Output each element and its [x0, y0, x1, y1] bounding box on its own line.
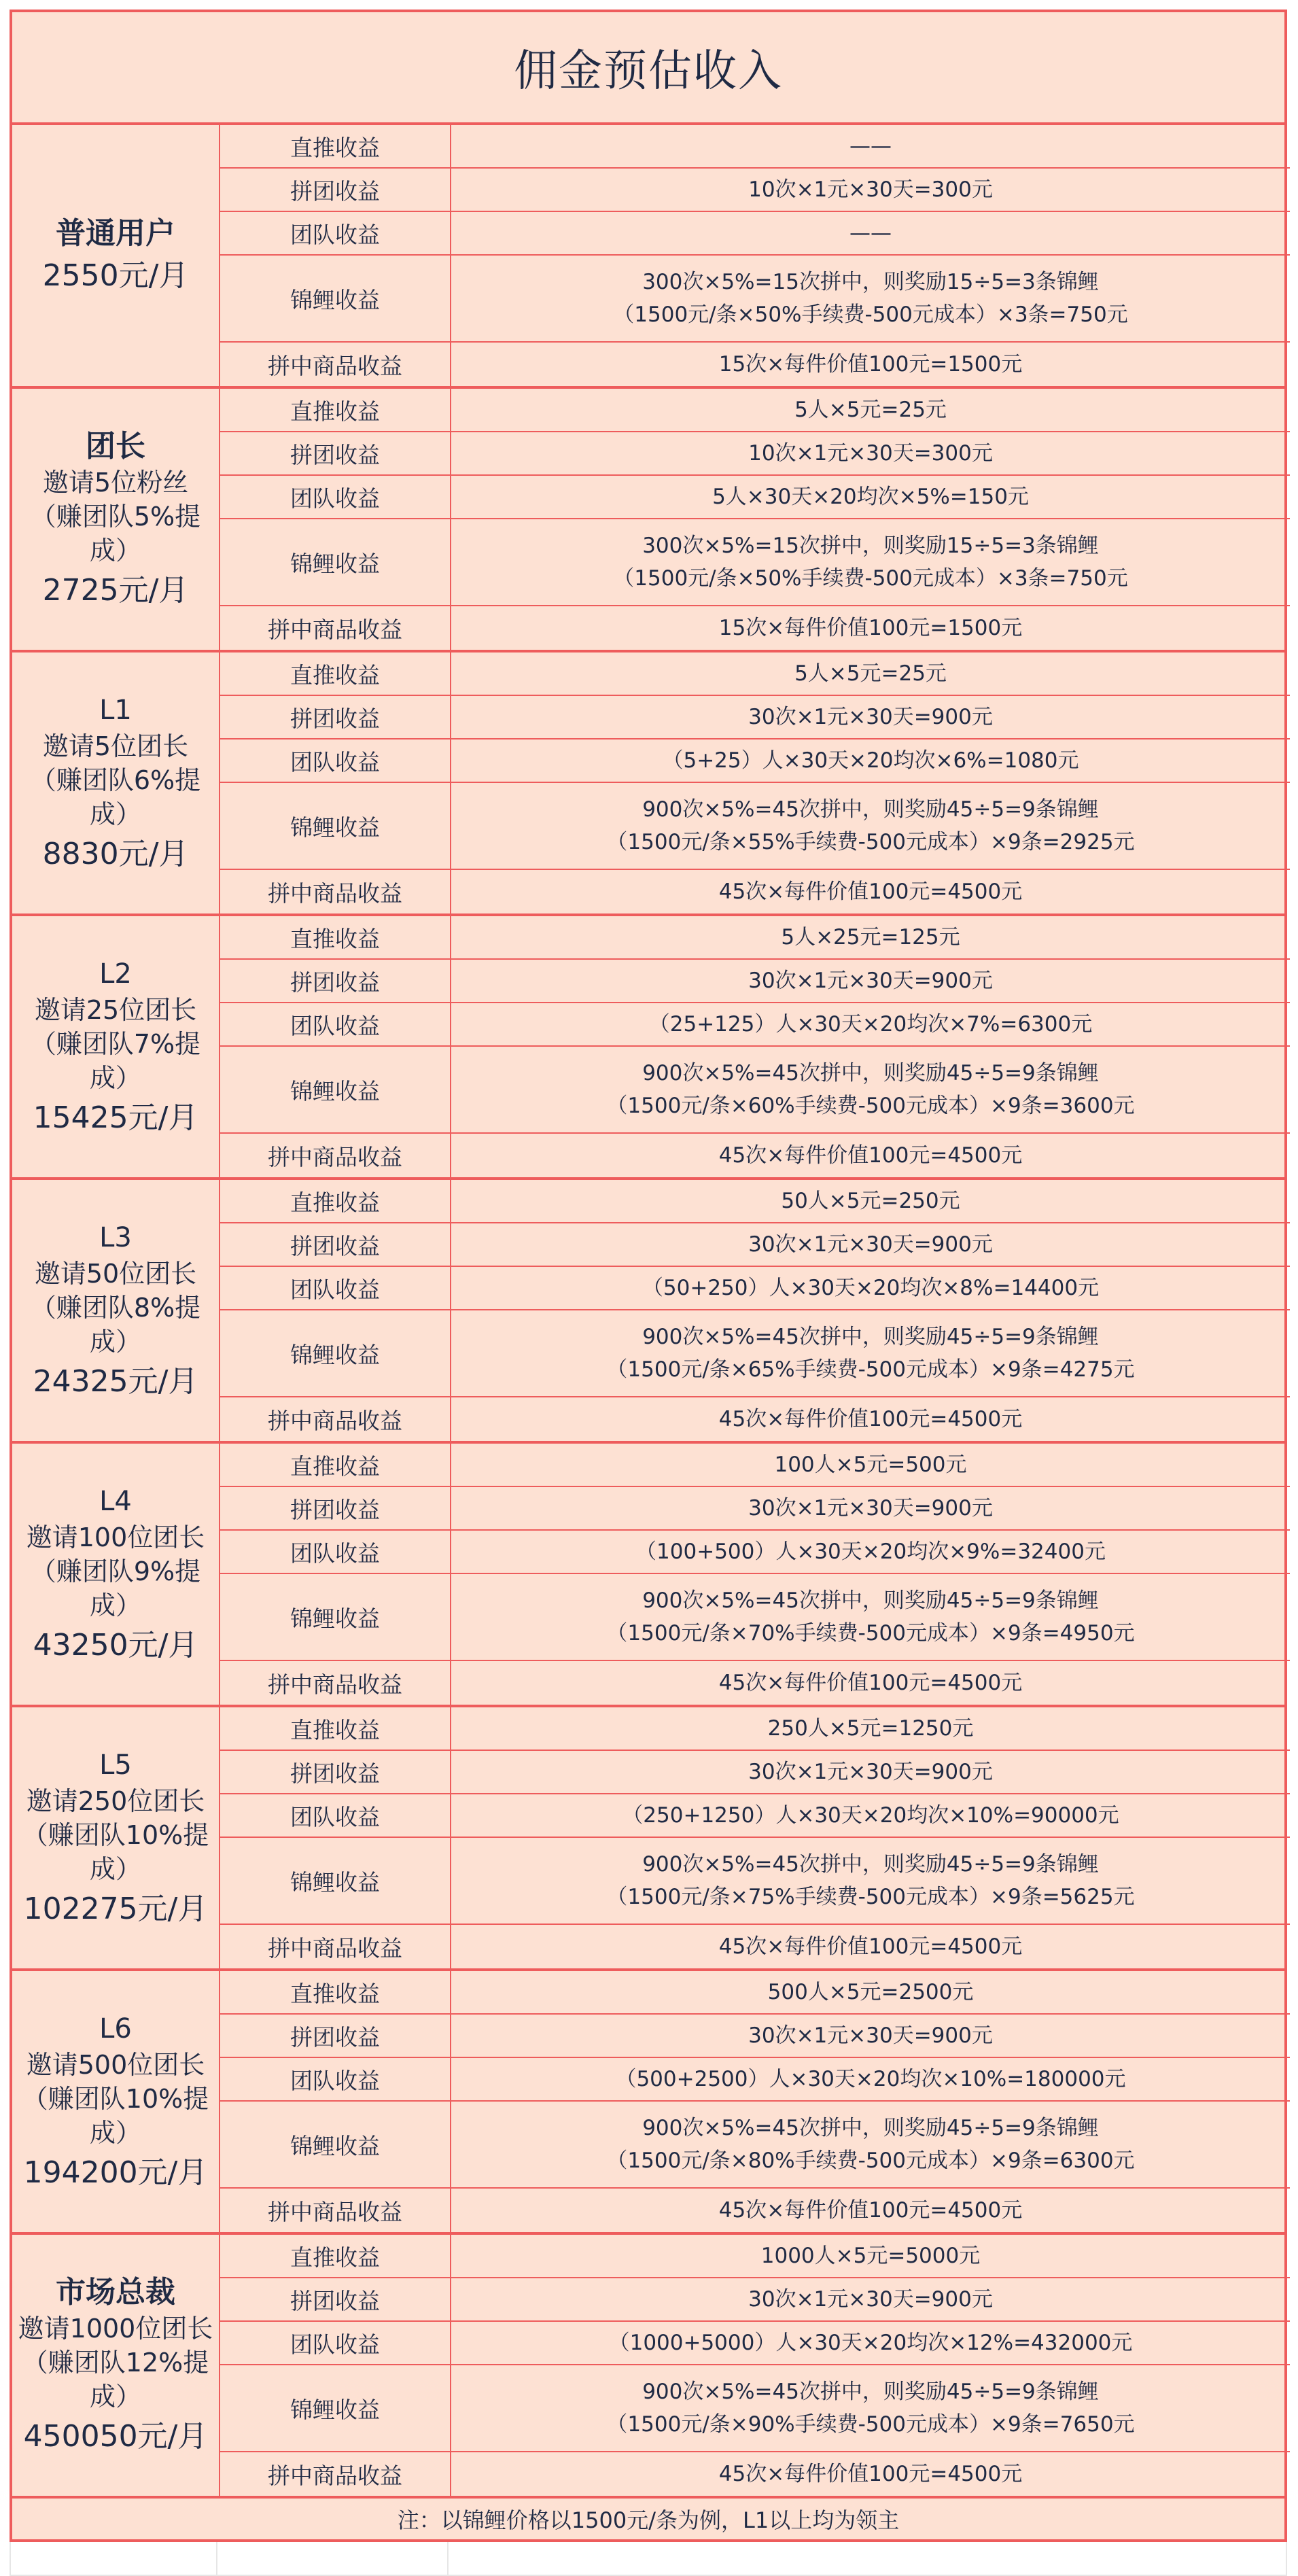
income-calculation: 30次×1元×30天=900元: [451, 1223, 1290, 1267]
income-calculation: ——: [451, 125, 1290, 169]
income-calculation: 30次×1元×30天=900元: [451, 1751, 1290, 1794]
tier-description: 成）: [89, 1590, 141, 1620]
income-calculation: 30次×1元×30天=900元: [451, 1487, 1290, 1531]
income-category: 拼团收益: [220, 1223, 451, 1267]
income-calculation: 15次×每件价值100元=1500元: [718, 352, 1023, 377]
income-category: 锦鲤收益: [220, 1574, 451, 1661]
tier-group: [10, 652, 1287, 916]
income-calculation: 30次×1元×30天=900元: [451, 960, 1290, 1003]
income-category: 锦鲤收益: [220, 1047, 451, 1134]
income-calculation: （50+250）人×30天×20均次×8%=14400元: [451, 1267, 1290, 1310]
tier-description: 成）: [89, 1854, 141, 1884]
income-calculation: 900次×5%=45次拼中，则奖励45÷5=9条锦鲤 （1500元/条×80%手续费-500元成本）×9条=6300元: [451, 2102, 1290, 2189]
tier-description: 邀请5位团长: [42, 731, 189, 761]
tier-group: [10, 1971, 1287, 2235]
income-calculation: （1000+5000）人×30天×20均次×12%=432000元: [451, 2322, 1290, 2365]
income-category: 拼中商品收益: [220, 2189, 451, 2232]
income-category: 直推收益: [220, 1180, 451, 1223]
tier-label: [12, 1707, 220, 1968]
tier-income: 24325元/月: [33, 1364, 198, 1399]
tier-description: 邀请25位团长: [34, 995, 197, 1025]
tier-description: 邀请500位团长: [26, 2050, 205, 2080]
income-category: 团队收益: [220, 1267, 451, 1310]
income-calculation: 45次×每件价值100元=4500元: [718, 880, 1023, 904]
income-calculation: 45次×每件价值100元=4500元: [718, 1934, 1023, 1959]
tier-description: （赚团队12%提: [22, 2348, 209, 2378]
tier-groups: [10, 125, 1287, 2499]
tier-description: （赚团队10%提: [22, 2084, 209, 2114]
income-calculation: 50人×5元=250元: [451, 1180, 1290, 1223]
income-calculation: 900次×5%=45次拼中，则奖励45÷5=9条锦鲤 （1500元/条×55%手续费-500元成本）×9条=2925元: [451, 783, 1290, 870]
tier-group: [10, 125, 1287, 389]
tier-label: [12, 2235, 220, 2496]
income-category: 直推收益: [220, 389, 451, 432]
income-calculation: 45次×每件价值100元=4500元: [718, 2462, 1023, 2486]
tier-group: [10, 1444, 1287, 1707]
income-calculation: 300次×5%=15次拼中，则奖励15÷5=3条锦鲤 （1500元/条×50%手续费-500元成本）×3条=750元: [451, 519, 1290, 606]
income-category: 团队收益: [220, 1531, 451, 1574]
income-calculation: 900次×5%=45次拼中，则奖励45÷5=9条锦鲤 （1500元/条×90%手续费-500元成本）×9条=7650元: [451, 2365, 1290, 2452]
tier-description: 成）: [89, 1327, 141, 1357]
income-calculation: （25+125）人×30天×20均次×7%=6300元: [451, 1003, 1290, 1047]
income-category: 团队收益: [220, 1003, 451, 1047]
tier-description: （赚团队7%提: [30, 1029, 201, 1059]
income-category: 团队收益: [220, 476, 451, 519]
tier-name: L5: [99, 1750, 132, 1781]
blank-row: [10, 2542, 1287, 2576]
income-calculation: 900次×5%=45次拼中，则奖励45÷5=9条锦鲤 （1500元/条×75%手续费-500元成本）×9条=5625元: [451, 1838, 1290, 1925]
income-category: 锦鲤收益: [220, 2365, 451, 2452]
tier-description: 邀请1000位团长: [18, 2314, 213, 2344]
income-category: 直推收益: [220, 1444, 451, 1487]
tier-name: L3: [99, 1222, 132, 1253]
income-category: 团队收益: [220, 1794, 451, 1838]
tier-name: L6: [99, 2013, 132, 2044]
tier-description: （赚团队10%提: [22, 1820, 209, 1850]
tier-description: （赚团队8%提: [30, 1293, 201, 1323]
income-category: 锦鲤收益: [220, 783, 451, 870]
income-category: 锦鲤收益: [220, 519, 451, 606]
income-calculation: 900次×5%=45次拼中，则奖励45÷5=9条锦鲤 （1500元/条×70%手续费-500元成本）×9条=4950元: [451, 1574, 1290, 1661]
income-category: 锦鲤收益: [220, 2102, 451, 2189]
sheet-title: 佣金预估收入: [10, 10, 1287, 125]
income-category: 团队收益: [220, 2058, 451, 2102]
income-calculation: （100+500）人×30天×20均次×9%=32400元: [451, 1531, 1290, 1574]
tier-description: 成）: [89, 799, 141, 829]
income-category: 团队收益: [220, 2322, 451, 2365]
income-category: 拼团收益: [220, 696, 451, 739]
income-calculation: 10次×1元×30天=300元: [451, 169, 1290, 212]
income-calculation: 45次×每件价值100元=4500元: [718, 1671, 1023, 1695]
income-category: 拼团收益: [220, 1751, 451, 1794]
income-category: 拼团收益: [220, 960, 451, 1003]
tier-income: 43250元/月: [33, 1628, 198, 1663]
tier-label: [12, 1971, 220, 2232]
tier-description: 成）: [89, 1063, 141, 1093]
tier-income: 2550元/月: [42, 258, 189, 293]
income-category: 拼团收益: [220, 169, 451, 212]
tier-name: L2: [99, 958, 132, 990]
tier-description: 邀请5位粉丝: [42, 468, 189, 498]
tier-label: [12, 389, 220, 650]
income-calculation: （500+2500）人×30天×20均次×10%=180000元: [451, 2058, 1290, 2102]
income-category: 团队收益: [220, 739, 451, 783]
income-category: 直推收益: [220, 125, 451, 169]
tier-income: 102275元/月: [23, 1892, 208, 1926]
income-calculation: 30次×1元×30天=900元: [451, 2015, 1290, 2058]
tier-name: L4: [99, 1486, 132, 1517]
income-calculation: 5人×25元=125元: [451, 916, 1290, 960]
income-calculation: 5人×5元=25元: [451, 652, 1290, 696]
income-calculation: 10次×1元×30天=300元: [451, 432, 1290, 476]
tier-description: 成）: [89, 2118, 141, 2148]
income-calculation: 45次×每件价值100元=4500元: [718, 2198, 1023, 2223]
income-category: 拼中商品收益: [220, 606, 451, 650]
income-calculation: （5+25）人×30天×20均次×6%=1080元: [451, 739, 1290, 783]
tier-description: 邀请250位团长: [26, 1786, 205, 1816]
income-category: 拼团收益: [220, 2015, 451, 2058]
income-calculation: 250人×5元=1250元: [451, 1707, 1290, 1751]
income-category: 直推收益: [220, 652, 451, 696]
tier-name: 普通用户: [56, 216, 175, 251]
income-category: 直推收益: [220, 2235, 451, 2278]
footer-note: 注：以锦鲤价格以1500元/条为例，L1以上均为领主: [10, 2499, 1287, 2542]
tier-name: 团长: [86, 429, 145, 464]
tier-income: 194200元/月: [23, 2155, 208, 2190]
income-calculation: 30次×1元×30天=900元: [451, 2278, 1290, 2322]
income-calculation: 30次×1元×30天=900元: [451, 696, 1290, 739]
income-category: 拼中商品收益: [220, 1925, 451, 1968]
tier-description: （赚团队9%提: [30, 1556, 201, 1586]
income-calculation: （250+1250）人×30天×20均次×10%=90000元: [451, 1794, 1290, 1838]
income-calculation: 45次×每件价值100元=4500元: [718, 1143, 1023, 1168]
tier-label: [12, 652, 220, 913]
income-category: 拼团收益: [220, 1487, 451, 1531]
tier-description: 邀请50位团长: [34, 1259, 197, 1289]
commission-sheet: [10, 10, 1287, 2576]
tier-description: 成）: [89, 2382, 141, 2412]
tier-name: 市场总裁: [56, 2275, 175, 2310]
income-category: 拼中商品收益: [220, 343, 451, 386]
income-category: 锦鲤收益: [220, 256, 451, 343]
income-category: 直推收益: [220, 916, 451, 960]
tier-group: [10, 1707, 1287, 1971]
tier-label: [12, 1180, 220, 1441]
tier-label: [12, 916, 220, 1177]
tier-name: L1: [99, 695, 132, 726]
tier-income: 8830元/月: [42, 837, 189, 871]
income-category: 拼团收益: [220, 2278, 451, 2322]
income-calculation: 900次×5%=45次拼中，则奖励45÷5=9条锦鲤 （1500元/条×65%手续费-500元成本）×9条=4275元: [451, 1310, 1290, 1397]
income-category: 拼团收益: [220, 432, 451, 476]
tier-description: （赚团队5%提成）: [30, 502, 201, 565]
income-calculation: 100人×5元=500元: [451, 1444, 1290, 1487]
income-calculation: 15次×每件价值100元=1500元: [718, 616, 1023, 640]
tier-group: [10, 1180, 1287, 1444]
income-calculation: 500人×5元=2500元: [451, 1971, 1290, 2015]
tier-description: 邀请100位团长: [26, 1522, 205, 1552]
income-calculation: 5人×5元=25元: [451, 389, 1290, 432]
tier-income: 2725元/月: [42, 573, 189, 608]
tier-income: 15425元/月: [33, 1100, 198, 1135]
tier-description: （赚团队6%提: [30, 765, 201, 795]
tier-group: [10, 389, 1287, 652]
income-category: 直推收益: [220, 1971, 451, 2015]
income-category: 团队收益: [220, 212, 451, 256]
income-category: 拼中商品收益: [220, 1397, 451, 1441]
income-calculation: 5人×30天×20均次×5%=150元: [451, 476, 1290, 519]
income-calculation: 1000人×5元=5000元: [451, 2235, 1290, 2278]
tier-group: [10, 916, 1287, 1180]
tier-label: [12, 125, 220, 386]
tier-group: [10, 2235, 1287, 2499]
income-category: 拼中商品收益: [220, 1661, 451, 1705]
tier-label: [12, 1444, 220, 1705]
income-calculation: ——: [451, 212, 1290, 256]
income-category: 拼中商品收益: [220, 870, 451, 913]
income-category: 拼中商品收益: [220, 2452, 451, 2496]
income-calculation: 45次×每件价值100元=4500元: [718, 1407, 1023, 1431]
income-category: 直推收益: [220, 1707, 451, 1751]
income-category: 锦鲤收益: [220, 1838, 451, 1925]
tier-income: 450050元/月: [23, 2419, 208, 2454]
income-calculation: 900次×5%=45次拼中，则奖励45÷5=9条锦鲤 （1500元/条×60%手续费-500元成本）×9条=3600元: [451, 1047, 1290, 1134]
income-category: 拼中商品收益: [220, 1134, 451, 1177]
income-category: 锦鲤收益: [220, 1310, 451, 1397]
income-calculation: 300次×5%=15次拼中，则奖励15÷5=3条锦鲤 （1500元/条×50%手续费-500元成本）×3条=750元: [451, 256, 1290, 343]
